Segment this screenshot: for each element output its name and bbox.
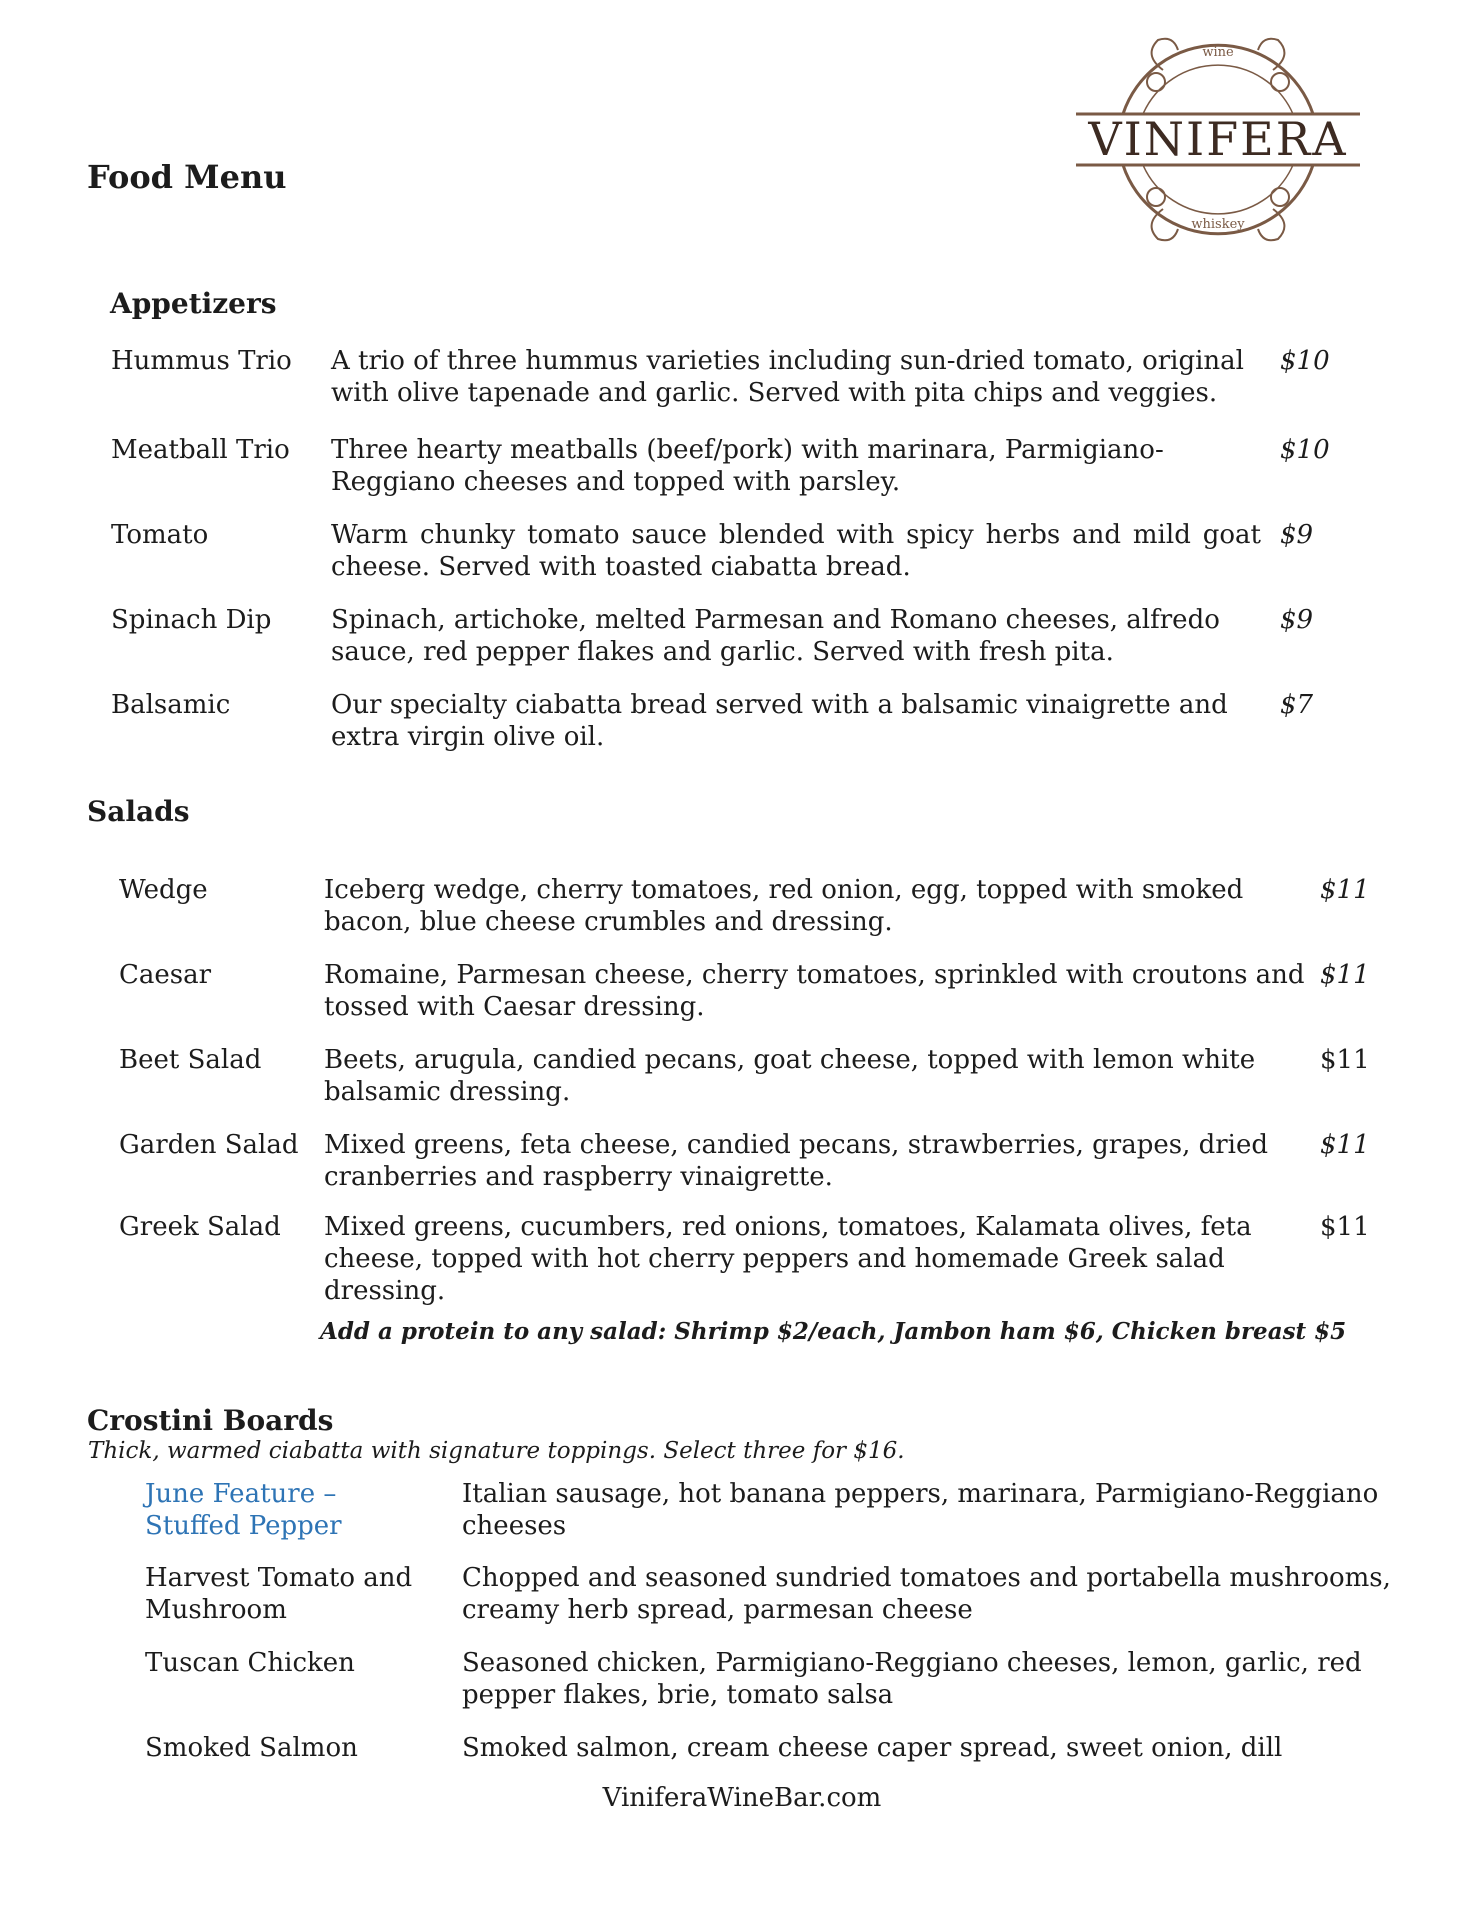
salad-name: Beet Salad bbox=[119, 1045, 262, 1075]
salad-price: $11 bbox=[1320, 960, 1370, 990]
salad-desc: Mixed greens, cucumbers, red onions, tomatoes, Kalamata olives, feta cheese, topped with hot cherry peppers and homemade Greek salad dressing. bbox=[324, 1212, 1252, 1306]
logo-wine-label: wine bbox=[1202, 45, 1234, 60]
crostini-desc: Seasoned chicken, Parmigiano-Reggiano cheeses, lemon, garlic, red pepper flakes, brie, tomato salsa bbox=[462, 1648, 1362, 1710]
crostini-heading: Crostini Boards bbox=[87, 1404, 334, 1437]
salad-name: Wedge bbox=[119, 875, 208, 905]
salad-price: $11 bbox=[1320, 1045, 1370, 1075]
crostini-name: Smoked Salmon bbox=[145, 1733, 358, 1763]
appetizer-price: $10 bbox=[1280, 435, 1330, 465]
crostini-name: Harvest Tomato and Mushroom bbox=[145, 1563, 413, 1625]
appetizer-name: Spinach Dip bbox=[111, 605, 272, 635]
salad-price: $11 bbox=[1320, 1212, 1370, 1242]
appetizer-price: $9 bbox=[1280, 520, 1314, 550]
appetizer-price: $10 bbox=[1280, 346, 1330, 376]
page-title: Food Menu bbox=[87, 158, 287, 196]
salad-name: Greek Salad bbox=[119, 1212, 281, 1242]
protein-note: Add a protein to any salad: Shrimp $2/each, Jambon ham $6, Chicken breast $5 bbox=[320, 1318, 1347, 1345]
crostini-desc: Chopped and seasoned sundried tomatoes and portabella mushrooms, creamy herb spread, parmesan cheese bbox=[462, 1563, 1391, 1625]
appetizer-price: $7 bbox=[1280, 690, 1314, 720]
salad-name: Caesar bbox=[119, 960, 212, 990]
appetizer-price: $9 bbox=[1280, 605, 1314, 635]
salads-heading: Salads bbox=[87, 795, 190, 828]
salad-price: $11 bbox=[1320, 875, 1370, 905]
appetizer-name: Balsamic bbox=[111, 690, 231, 720]
appetizer-name: Tomato bbox=[111, 520, 209, 550]
appetizer-desc: A trio of three hummus varieties including sun-dried tomato, original with olive tapenade and garlic. Served with pita chips and veggies. bbox=[331, 346, 1244, 408]
logo-whiskey-label: whiskey bbox=[1191, 217, 1245, 232]
appetizer-name: Meatball Trio bbox=[111, 435, 290, 465]
appetizer-desc: Our specialty ciabatta bread served with a balsamic vinaigrette and extra virgin olive oil. bbox=[331, 690, 1228, 752]
crostini-name: Tuscan Chicken bbox=[145, 1648, 355, 1678]
appetizer-desc: Spinach, artichoke, melted Parmesan and Romano cheeses, alfredo sauce, red pepper flakes and garlic. Served with fresh pita. bbox=[331, 605, 1220, 667]
crostini-name-feature: June Feature – Stuffed Pepper bbox=[145, 1479, 342, 1541]
appetizer-desc: Warm chunky tomato sauce blended with spicy herbs and mild goat cheese. Served with toasted ciabatta bread. bbox=[331, 520, 1261, 582]
salad-desc: Beets, arugula, candied pecans, goat cheese, topped with lemon white balsamic dressing. bbox=[324, 1045, 1256, 1107]
crostini-desc: Italian sausage, hot banana peppers, marinara, Parmigiano-Reggiano cheeses bbox=[462, 1479, 1379, 1541]
appetizer-desc: Three hearty meatballs (beef/pork) with marinara, Parmigiano-Reggiano cheeses and topped with parsley. bbox=[331, 435, 1164, 497]
salad-price: $11 bbox=[1320, 1130, 1370, 1160]
crostini-tagline: Thick, warmed ciabatta with signature toppings. Select three for $16. bbox=[88, 1438, 905, 1464]
appetizers-heading: Appetizers bbox=[110, 287, 277, 320]
website-link[interactable]: ViniferaWineBar.com bbox=[602, 1783, 882, 1813]
salad-desc: Romaine, Parmesan cheese, cherry tomatoes, sprinkled with croutons and tossed with Caesar dressing. bbox=[324, 960, 1305, 1022]
salad-desc: Iceberg wedge, cherry tomatoes, red onion, egg, topped with smoked bacon, blue cheese crumbles and dressing. bbox=[324, 875, 1244, 937]
salad-name: Garden Salad bbox=[119, 1130, 299, 1160]
logo-brand: VINIFERA bbox=[1088, 112, 1348, 166]
salad-desc: Mixed greens, feta cheese, candied pecans, strawberries, grapes, dried cranberries and raspberry vinaigrette. bbox=[324, 1130, 1269, 1192]
vinifera-logo bbox=[1068, 22, 1368, 257]
crostini-desc: Smoked salmon, cream cheese caper spread, sweet onion, dill bbox=[462, 1733, 1283, 1763]
appetizer-name: Hummus Trio bbox=[111, 346, 292, 376]
